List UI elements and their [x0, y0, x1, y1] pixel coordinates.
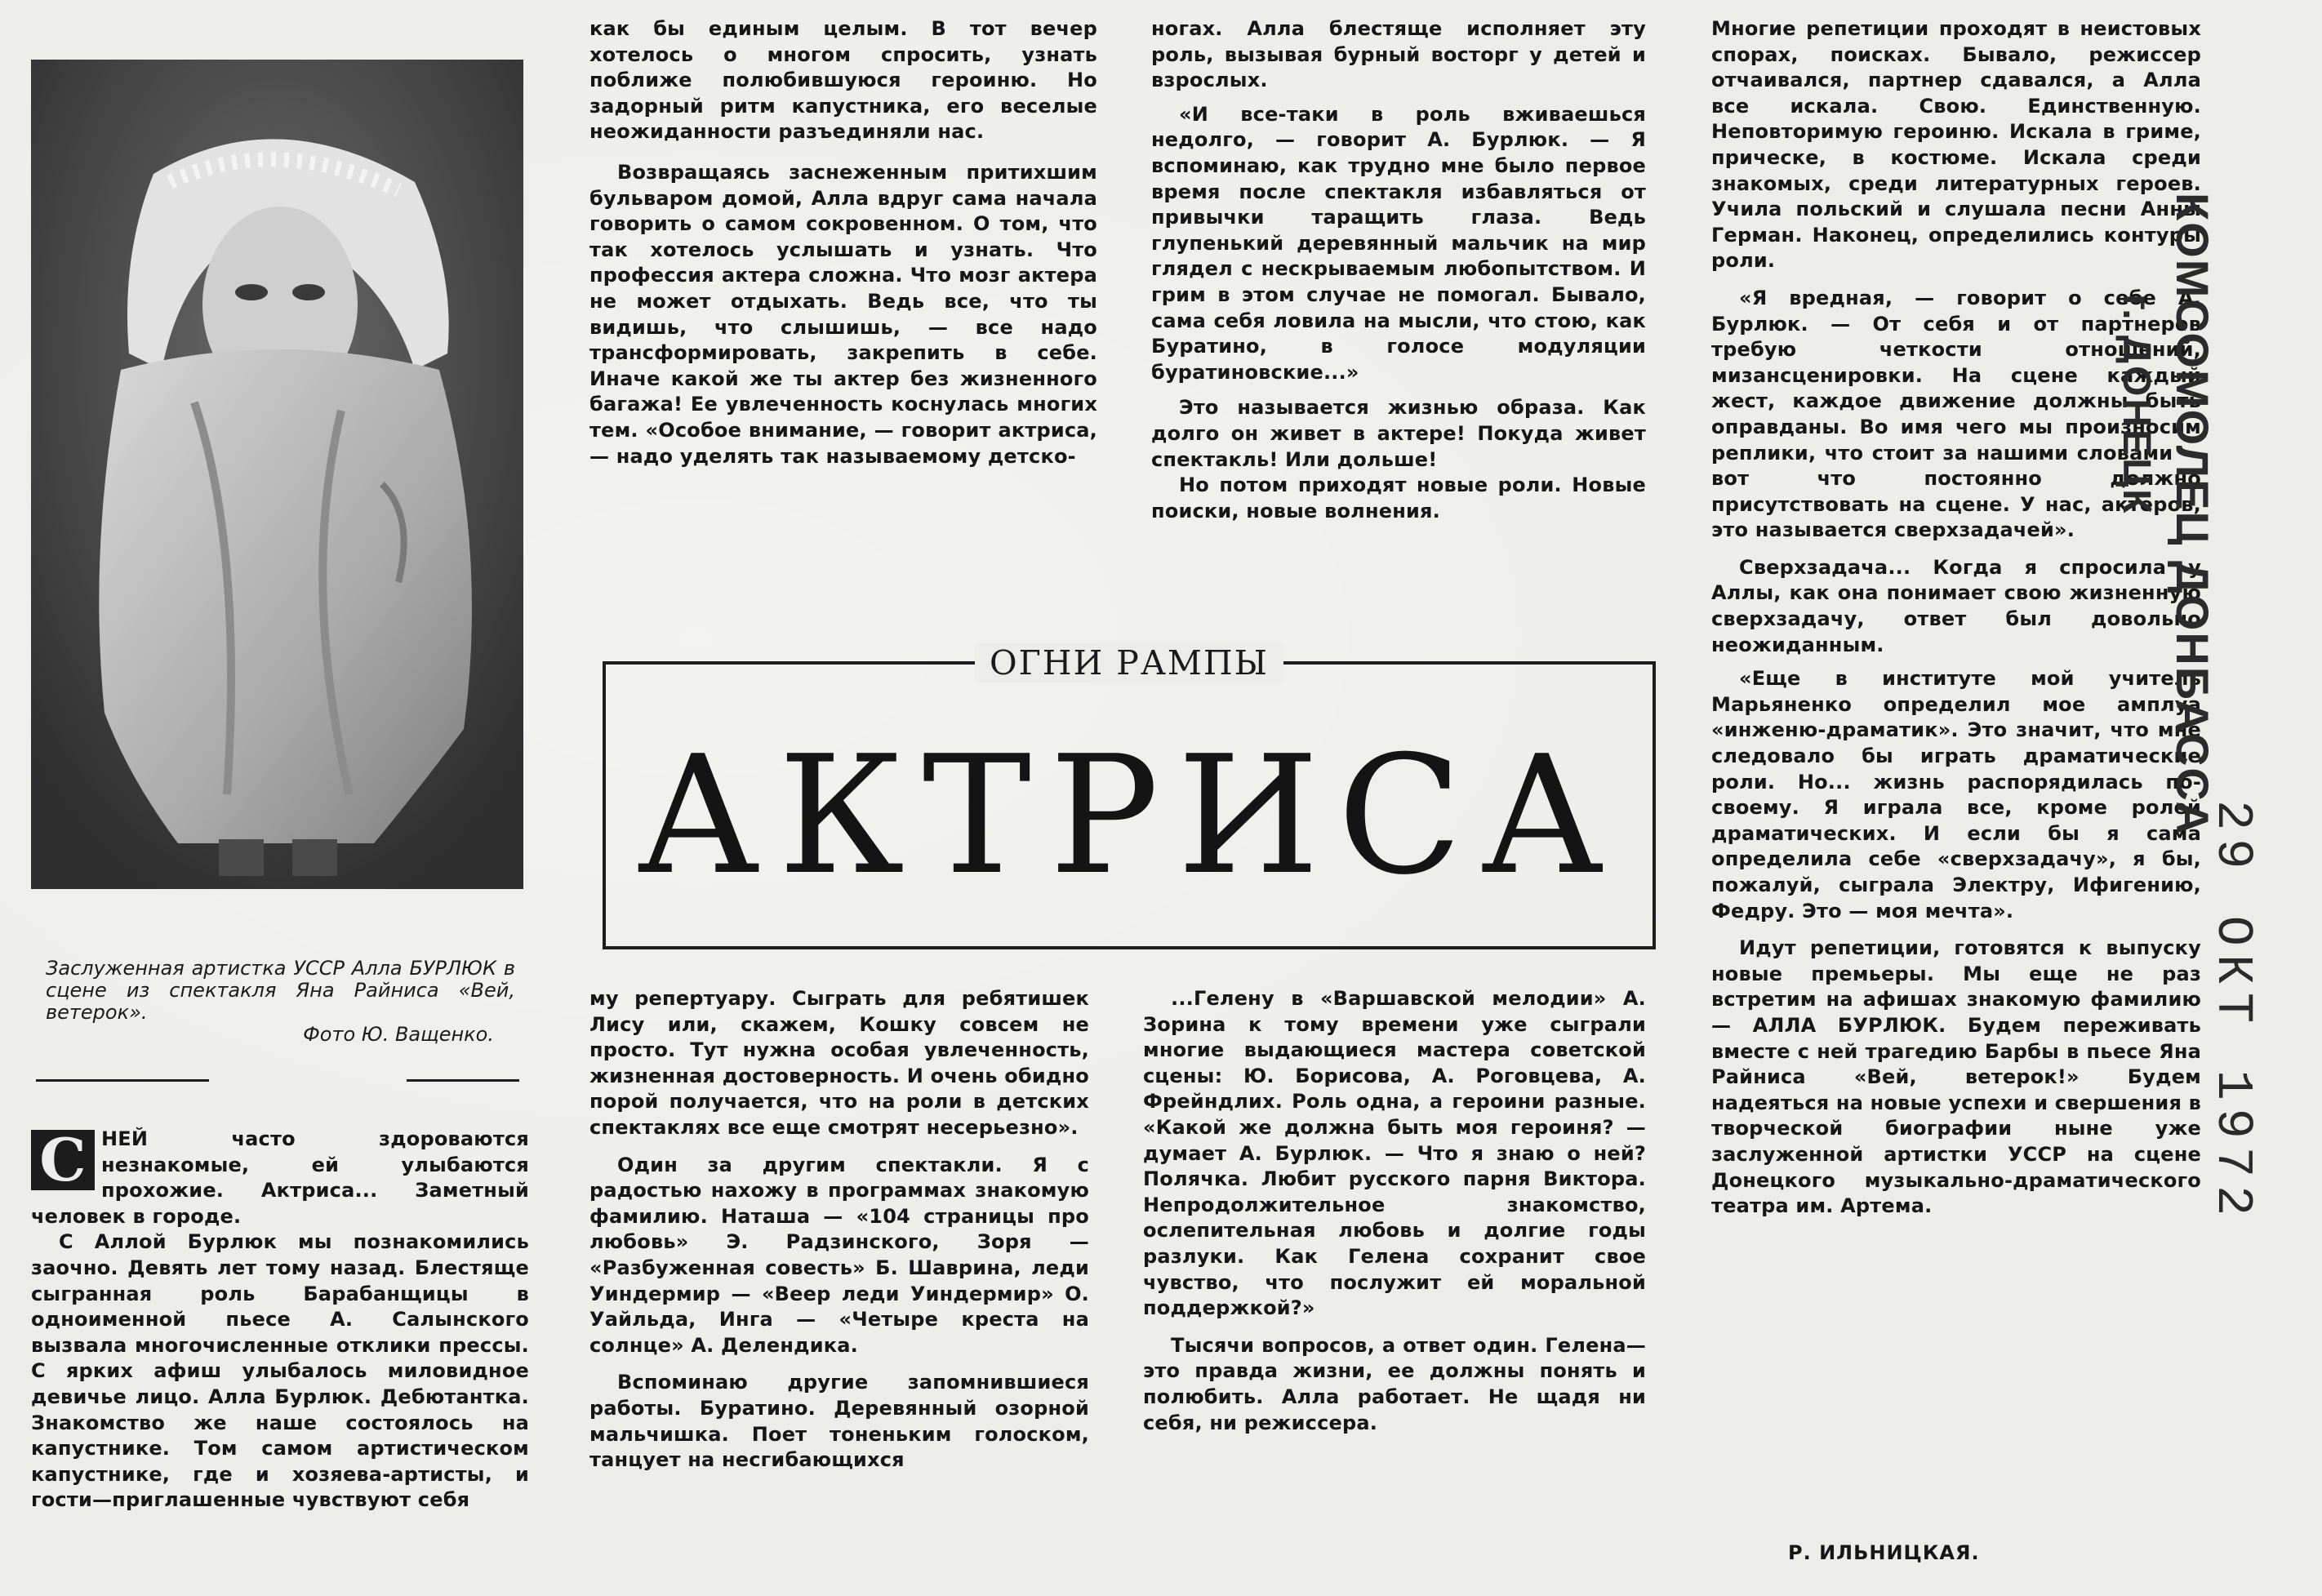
paragraph: Идут репетиции, готовятся к выпуску новые премьеры. Мы еще не раз встретим на афишах знакомую фамилию — АЛЛА БУРЛЮК. Будем переживать вместе с ней трагедию Барбы в пьесе Яна Райниса «Вей, ветерок!» Будем надеяться на новые успехи и свершения в творческой биографии ныне уже заслуженной артистки УССР на сцене Донецкого музыкально-драматического театра им. Артема. [1711, 936, 2201, 1218]
article-column-3-bottom [1143, 986, 1646, 1436]
author-signature: Р. ИЛЬНИЦКАЯ. [1788, 1541, 1980, 1564]
paragraph: Тысячи вопросов, а ответ один. Гелена—это правда жизни, ее должны понять и полюбить. Алла работает. Не щадя ни себя, ни режиссера. [1143, 1333, 1646, 1434]
paragraph: Возвращаясь заснеженным притихшим бульваром домой, Алла вдруг сама начала говорить о самом сокровенном. О том, что так хотелось услышать и узнать. Что профессия актера сложна. Что мозг актера не может отдыхать. Ведь все, что ты видишь, что слышишь, — все надо трансформировать, закрепить в себе. Иначе какой же ты актер без жизненного багажа! Ее увлеченность коснулась многих тем. «Особое внимание, — говорит актриса, — надо уделять так называемому детско- [589, 160, 1097, 468]
paragraph: «Я вредная, — говорит о себе А. Бурлюк. — От себя и от партнеров требую четкости отношений, мизансценировки. На сцене каждый жест, каждое движение должны быть оправданы. Во имя чего мы произносим реплики, что стоит за нашими словами — вот что постоянно должно присутствовать на сцене. У нас, актеров, это называется сверхзадачей». [1711, 286, 2201, 542]
paragraph: ногах. Алла блестяще исполняет эту роль, вызывая бурный восторг у детей и взрослых. [1151, 17, 1646, 92]
paragraph: Но потом приходят новые роли. Новые поиски, новые волнения. [1151, 473, 1646, 522]
rubric [606, 643, 1653, 682]
paragraph: С Аллой Бурлюк мы познакомились заочно. Девять лет тому назад. Блестяще сыгранная роль Барабанщицы в одноименной пьесе А. Салынского вызвала многочисленные отклики прессы. С ярких афиш улыбалось миловидное девичье лицо. Алла Бурлюк. Дебютантка. Знакомство же наше состоялось на капустнике. Том самом артистическом капустнике, где и хозяева-артисты, и гости—приглашенные чувствуют себя [31, 1230, 529, 1512]
paragraph: «Еще в институте мой учитель Марьяненко определил мое амплуа «инженю-драматик». Это значит, что мне следовало бы играть драматические роли. Но... жизнь распорядилась по-своему. Я играла все, кроме ролей драматических. И если бы я сама определила себе «сверхзадачу», я бы, пожалуй, сыграла Электру, Ифигению, Федру. Это — моя мечта». [1711, 667, 2201, 922]
headline: АКТРИСА [636, 721, 1622, 911]
paragraph: «И все-таки в роль вживаешься недолго, — говорит А. Бурлюк. — Я вспоминаю, как трудно мне было первое время после спектакля избавляться от привычки таращить глаза. Ведь глупенький деревянный мальчик на мир глядел с нескрываемым любопытством. И грим в этом случае не помогал. Бывало, сама себя ловила на мысли, что стою, как Буратино, в голосе модуляции буратиновские...» [1151, 102, 1646, 384]
headline-box [603, 643, 1656, 949]
stamp-newspaper: КОМСОМОЛЕЦ ДОНБАССА [2167, 193, 2218, 836]
article-column-2-bottom [589, 986, 1089, 1474]
article-column-4 [1711, 16, 2201, 1220]
stamp-city: г. ДОНЕЦК [2115, 294, 2158, 516]
actress-figure-image [31, 60, 523, 889]
article-column-1 [31, 1127, 529, 1514]
paragraph: Один за другим спектакли. Я с радостью нахожу в программах знакомую фамилию. Наташа — «104 страницы про любовь» Э. Радзинского, Зоря — «Разбуженная совесть» Б. Шаврина, леди Уиндермир — «Веер леди Уиндермир» О. Уайльда, Инга — «Четыре креста на солнце» А. Делендика. [589, 1153, 1089, 1357]
paragraph: му репертуару. Сыграть для ребятишек Лису или, скажем, Кошку совсем не просто. Тут нужна особая увлеченность, жизненная достоверность. И очень обидно порой получается, что на роли в детских спектаклях все еще смотрят несерьезно». [589, 987, 1089, 1139]
caption-divider-left [36, 1079, 209, 1082]
paragraph: ...Гелену в «Варшавской мелодии» А. Зорина к тому времени уже сыграли многие выдающиеся мастера советской сцены: Ю. Борисова, А. Роговцева, А. Фрейндлих. Роль одна, а героини разные. «Какой же должна быть моя героиня? — думает А. Бурлюк. — Что я знаю о ней? Полячка. Любит русского парня Виктора. Непродолжительное знакомство, ослепительная любовь и долгие годы разлуки. Как Гелена сохранит свое чувство, что послужит ей моральной поддержкой?» [1143, 987, 1646, 1320]
drop-cap: С [31, 1130, 95, 1190]
photo-caption-text: Заслуженная артистка УССР Алла БУРЛЮК в сцене из спектакля Яна Райниса «Вей, ветерок». [46, 957, 515, 1024]
paragraph: Вспоминаю другие запомнившиеся работы. Буратино. Деревянный озорной мальчишка. Поет тоненьким голоском, танцует на несгибающихся [589, 1371, 1089, 1472]
lead-text: НЕЙ часто здороваются незнакомые, ей улыбаются прохожие. Актриса... Заметный человек в городе. [31, 1127, 529, 1228]
paragraph: Сверхзадача... Когда я спросила у Аллы, как она понимает свою жизненную сверхзадачу, ответ был довольно неожиданным. [1711, 555, 2201, 656]
article-column-3-top [1151, 16, 1646, 524]
paragraph: Многие репетиции проходят в неистовых спорах, поисках. Бывало, режиссер отчаивался, партнер сдавался, а Алла все искала. Свою. Единственную. Неповторимую героиню. Искала в гриме, прическе, в костюме. Искала среди знакомых, среди литературных героев. Учила польский и слушала песни Анны Герман. Наконец, определились контуры роли. [1711, 17, 2201, 273]
paragraph: Это называется жизнью образа. Как долго он живет в актере! Покуда живет спектакль! Или дольше! [1151, 396, 1646, 471]
date-stamp-text: 29 ОКТ 1972 [2204, 800, 2262, 1225]
article-lead-paragraph [31, 1127, 529, 1229]
photo-credit: Фото Ю. Ващенко. [303, 1023, 494, 1046]
actress-photo [31, 60, 523, 889]
rubric-text: ОГНИ РАМПЫ [975, 643, 1283, 682]
photo-caption [46, 958, 515, 1046]
archive-stamp-city [2115, 294, 2173, 516]
paragraph: как бы единым целым. В тот вечер хотелось о многом спросить, узнать поближе полюбившуюся героиню. Но задорный ритм капустника, его веселые неожиданности разъединяли нас. [589, 17, 1097, 144]
article-column-2-top [589, 16, 1097, 469]
caption-divider-right [407, 1079, 519, 1082]
